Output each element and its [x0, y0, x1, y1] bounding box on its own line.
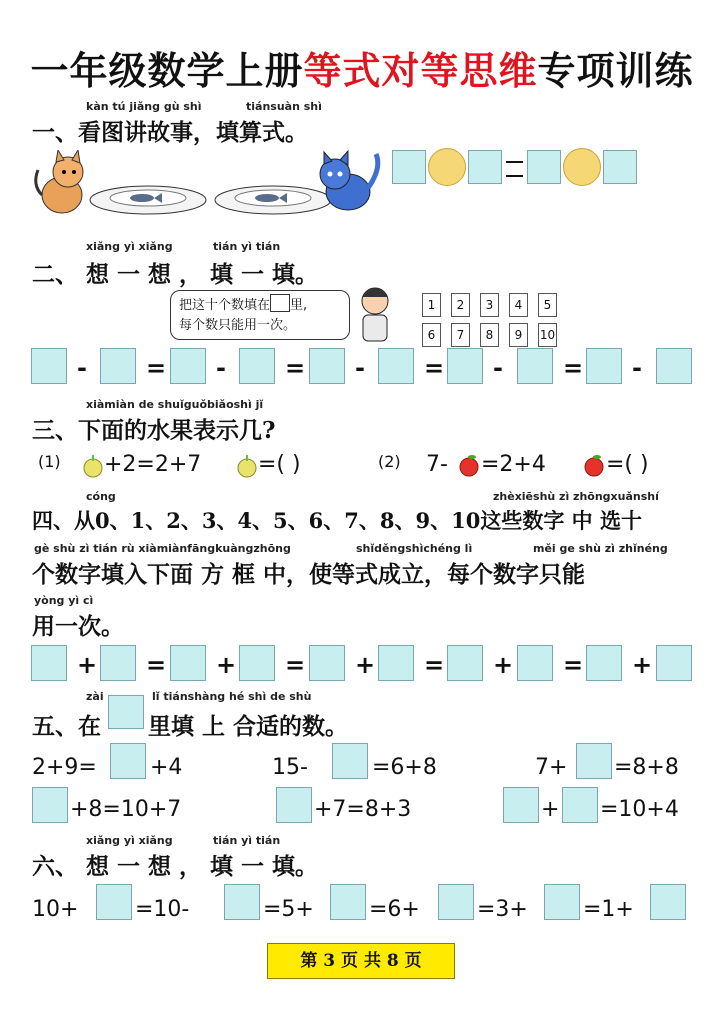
q2-answer[interactable]: =( ): [606, 452, 649, 477]
page-title: [0, 40, 724, 95]
answer-box[interactable]: [31, 348, 67, 384]
title-part2: 等式对等思维: [303, 48, 538, 93]
answer-box[interactable]: [110, 743, 146, 779]
number-tile: 5: [538, 293, 557, 317]
answer-box[interactable]: [392, 150, 426, 184]
equals-sign: =: [285, 354, 306, 382]
s4-pinyin-6: yòng yì cì: [34, 594, 94, 607]
number-tile: 8: [480, 323, 499, 347]
answer-box[interactable]: [100, 348, 136, 384]
speech-bubble: [170, 290, 350, 340]
r2b-post: +7=8+3: [314, 797, 412, 822]
s5-pinyin-1: zài: [86, 690, 104, 703]
answer-box[interactable]: [170, 645, 206, 681]
s4-line-3: 用一次。: [32, 613, 124, 640]
s4-pinyin-3: gè shù zì tián rù xiàmiànfāngkuàngzhōng: [34, 542, 291, 555]
s5-heading-b: 里填 上 合适的数。: [148, 713, 349, 740]
s3-heading: 三、下面的水果表示几?: [32, 417, 276, 444]
r2c-post: =10+4: [600, 797, 679, 822]
answer-box[interactable]: [503, 787, 539, 823]
apple-icon: [582, 453, 606, 477]
s1-pinyin-2: tiánsuàn shì: [246, 100, 322, 113]
equals-sign: [506, 161, 523, 177]
r1b-pre: 15-: [272, 755, 308, 780]
answer-box[interactable]: [276, 787, 312, 823]
s3-pinyin: xiàmiàn de shuǐguǒbiǎoshì jǐ: [86, 398, 264, 411]
r1c-pre: 7+: [535, 755, 568, 780]
s5-pinyin-2: lǐ tiánshàng hé shì de shù: [152, 690, 312, 703]
q2-equation: =2+4: [481, 452, 546, 477]
equals-sign: =: [563, 354, 584, 382]
s6-text-4: =3+: [477, 897, 528, 922]
cat-icon: [36, 150, 83, 213]
s4-pinyin-5: měi ge shù zì zhǐnéng: [533, 542, 668, 555]
apple-icon: [457, 453, 481, 477]
answer-box[interactable]: [517, 348, 553, 384]
answer-box[interactable]: [586, 348, 622, 384]
equals-sign: =: [146, 354, 167, 382]
answer-box[interactable]: [332, 743, 368, 779]
answer-box[interactable]: [586, 645, 622, 681]
answer-box[interactable]: [100, 645, 136, 681]
fish-plate-icon: [215, 186, 331, 214]
equals-sign: =: [563, 651, 584, 679]
s1-heading: 一、看图讲故事，填算式。: [32, 119, 308, 146]
s1-pinyin-1: kàn tú jiǎng gù shì: [86, 100, 202, 113]
s4-line-2: 个数字填入下面 方 框 中，使等式成立，每个数字只能: [32, 561, 586, 588]
s2-pinyin-2: tián yì tián: [213, 240, 281, 253]
operator-sign: +: [77, 651, 98, 679]
s6-pinyin-2: tián yì tián: [213, 834, 281, 847]
r1b-post: =6+8: [372, 755, 437, 780]
operator-circle[interactable]: [428, 148, 466, 186]
operator-sign: -: [77, 354, 87, 382]
bubble-text-1b: 里,: [290, 298, 308, 313]
s4-pinyin-4: shǐděngshìchéng lì: [356, 542, 473, 555]
operator-sign: +: [355, 651, 376, 679]
s2-pinyin-1: xiǎng yì xiǎng: [86, 240, 173, 253]
r1a-post: +4: [150, 755, 183, 780]
operator-sign: -: [355, 354, 365, 382]
equals-sign: =: [285, 651, 306, 679]
operator-sign: +: [632, 651, 653, 679]
operator-sign: -: [632, 354, 642, 382]
q2-pre: 7-: [426, 452, 448, 477]
title-part3: 专项训练: [537, 48, 694, 93]
q1-answer[interactable]: =( ): [258, 452, 301, 477]
answer-box[interactable]: [224, 884, 260, 920]
q1-label: (1): [38, 452, 61, 471]
r2a-post: +8=10+7: [70, 797, 182, 822]
answer-box[interactable]: [378, 348, 414, 384]
s6-heading: 六、 想 一 想 ， 填 一 填。: [32, 853, 319, 880]
s6-text-1: =10-: [135, 897, 190, 922]
fish-plate-icon: [90, 186, 206, 214]
heading-box: [108, 695, 144, 729]
q1-equation: +2=2+7: [104, 452, 202, 477]
s5-heading-a: 五、在: [32, 713, 101, 740]
answer-box[interactable]: [32, 787, 68, 823]
bubble-text-2: 每个数只能用一次。: [179, 318, 297, 333]
equals-sign: =: [424, 354, 445, 382]
answer-box[interactable]: [447, 348, 483, 384]
answer-box[interactable]: [330, 884, 366, 920]
answer-box[interactable]: [517, 645, 553, 681]
answer-box[interactable]: [96, 884, 132, 920]
bubble-box: [270, 294, 290, 312]
answer-box[interactable]: [378, 645, 414, 681]
number-tile: 1: [422, 293, 441, 317]
answer-box[interactable]: [239, 645, 275, 681]
answer-box[interactable]: [447, 645, 483, 681]
answer-box[interactable]: [309, 645, 345, 681]
number-tile: 6: [422, 323, 441, 347]
r1a-pre: 2+9=: [32, 755, 97, 780]
blue-cat-icon: [320, 151, 378, 210]
answer-box[interactable]: [438, 884, 474, 920]
number-tile: 7: [451, 323, 470, 347]
s4-pinyin-2: zhèxiēshù zì zhōngxuǎnshí: [493, 490, 659, 503]
number-tile: 3: [480, 293, 499, 317]
answer-box[interactable]: [468, 150, 502, 184]
r2c-mid: +: [541, 797, 560, 822]
number-tile: 2: [451, 293, 470, 317]
operator-sign: +: [493, 651, 514, 679]
pear-icon: [82, 454, 104, 478]
answer-box[interactable]: [576, 743, 612, 779]
equals-sign: =: [146, 651, 167, 679]
q2-label: (2): [378, 452, 401, 471]
answer-box[interactable]: [562, 787, 598, 823]
s4-pinyin-1: cóng: [86, 490, 116, 503]
operator-sign: -: [493, 354, 503, 382]
page-footer: 第 3 页 共 8 页: [267, 943, 455, 979]
answer-box[interactable]: [170, 348, 206, 384]
s6-text-3: =6+: [369, 897, 420, 922]
answer-box[interactable]: [239, 348, 275, 384]
answer-box[interactable]: [656, 348, 692, 384]
story-picture: [30, 150, 385, 222]
answer-box[interactable]: [603, 150, 637, 184]
r1c-post: =8+8: [614, 755, 679, 780]
s2-heading: 二、 想 一 想 ， 填 一 填。: [32, 261, 319, 288]
equals-sign: =: [424, 651, 445, 679]
s6-text-5: =1+: [583, 897, 634, 922]
number-tile: 10: [538, 323, 557, 347]
operator-circle[interactable]: [563, 148, 601, 186]
s6-text-2: =5+: [263, 897, 314, 922]
number-tile: 9: [509, 323, 528, 347]
number-tile: 4: [509, 293, 528, 317]
boy-icon: [350, 283, 400, 345]
s6-pinyin-1: xiǎng yì xiǎng: [86, 834, 173, 847]
answer-box[interactable]: [309, 348, 345, 384]
bubble-text-1a: 把这十个数填在: [179, 298, 271, 313]
answer-box[interactable]: [31, 645, 67, 681]
pear-icon: [236, 454, 258, 478]
answer-box[interactable]: [650, 884, 686, 920]
operator-sign: +: [216, 651, 237, 679]
answer-box[interactable]: [544, 884, 580, 920]
answer-box[interactable]: [527, 150, 561, 184]
answer-box[interactable]: [656, 645, 692, 681]
s6-text-0: 10+: [32, 897, 79, 922]
title-part1: 一年级数学上册: [30, 48, 304, 93]
operator-sign: -: [216, 354, 226, 382]
s4-line-1: 四、从0、1、2、3、4、5、6、7、8、9、10这些数字 中 选十: [32, 508, 642, 533]
